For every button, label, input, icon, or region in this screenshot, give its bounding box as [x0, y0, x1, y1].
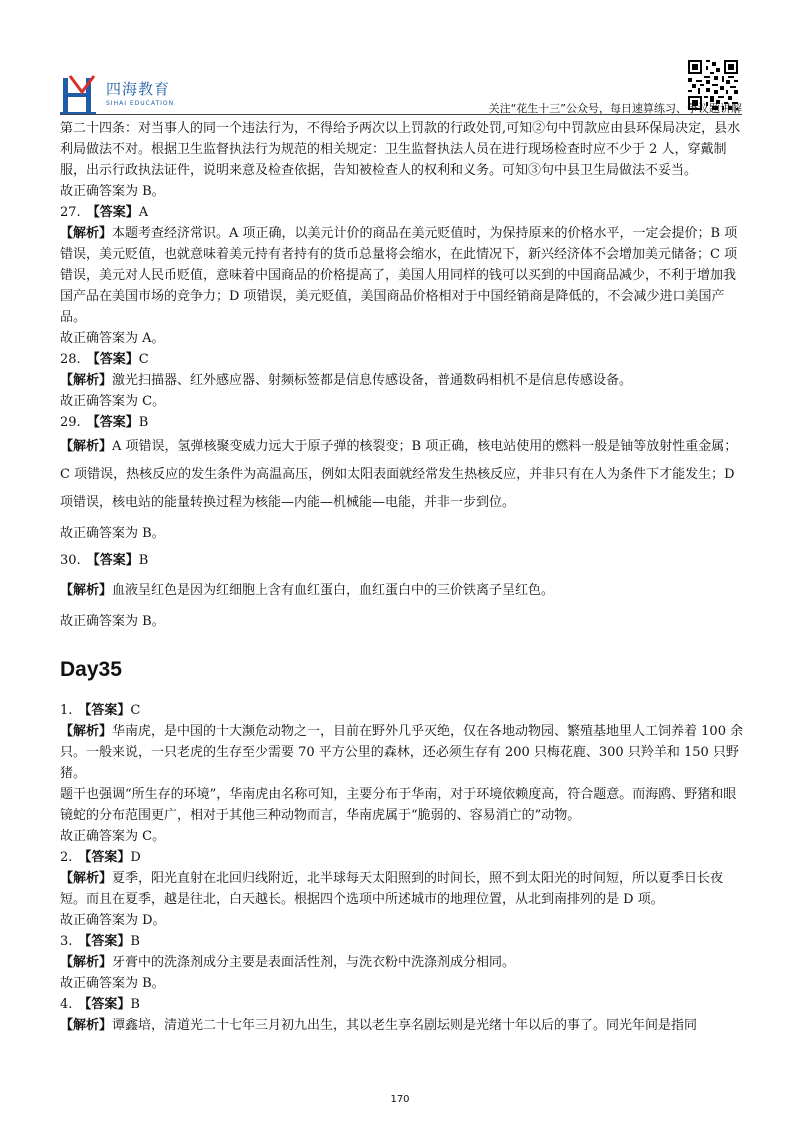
- analysis-paragraph: [60, 370, 744, 391]
- analysis-paragraph: [60, 1015, 744, 1036]
- answer-value: D: [130, 850, 141, 865]
- body-text: 故正确答案为 A。: [60, 331, 165, 346]
- body-text: 第二十四条：对当事人的同一个违法行为，不得给予两次以上罚款的行政处罚,可知②句中罚款应由县环保局决定，县水利局做法不对。根据卫生监督执法行为规范的相关规定：卫生监督执法人员在进行现场检查时应不少于 2 人，穿戴制服，出示行政执法证件，说明来意及检查依据，告知被检查人的权利和义务。可知③句中县卫生局做法不妥当。: [60, 121, 741, 178]
- answer-line: [60, 700, 744, 721]
- analysis-label: 【解析】: [60, 439, 113, 454]
- day-heading: Day35: [60, 658, 122, 681]
- analysis-label: 【解析】: [60, 871, 113, 886]
- page-content: [60, 118, 744, 1036]
- header-tagline: 关注“花生十三”公众号，每日速算练习、争议题讲解: [488, 102, 742, 115]
- analysis-label: 【解析】: [60, 583, 113, 598]
- analysis-label: 【解析】: [60, 373, 113, 388]
- question-number: 1.: [60, 703, 73, 718]
- body-text: 故正确答案为 D。: [60, 913, 166, 928]
- body-text: 故正确答案为 B。: [60, 976, 165, 991]
- answer-line: [60, 412, 744, 433]
- answer-line: [60, 994, 744, 1015]
- analysis-text: A 项错误，氢弹核聚变威力远大于原子弹的核裂变；B 项正确，核电站使用的燃料一般是铀等放射性重金属；C 项错误，热核反应的发生条件为高温高压，例如太阳表面就经常发生热核反应，并非只有在人为条件下才能发生；D 项错误，核电站的能量转换过程为核能—内能—机械能—电能，并非一步到位。: [60, 439, 738, 510]
- body-text: 故正确答案为 B。: [60, 614, 165, 629]
- answer-line: [60, 550, 744, 571]
- analysis-paragraph: [60, 577, 744, 605]
- answer-line: [60, 931, 744, 952]
- analysis-label: 【解析】: [60, 955, 113, 970]
- logo-mark-icon: [60, 72, 104, 116]
- answer-value: B: [130, 934, 140, 949]
- answer-value: B: [138, 553, 149, 568]
- answer-line: [60, 349, 744, 370]
- answer-value: B: [138, 415, 149, 430]
- answer-line: [60, 202, 744, 223]
- answer-value: C: [138, 352, 149, 367]
- answer-value: B: [130, 997, 140, 1012]
- header-divider: [60, 114, 742, 115]
- analysis-text: 牙膏中的洗涤剂成分主要是表面活性剂，与洗衣粉中洗涤剂成分相同。: [112, 955, 516, 970]
- analysis-text: 激光扫描器、红外感应器、射频标签都是信息传感设备，普通数码相机不是信息传感设备。: [112, 373, 633, 388]
- body-text: 故正确答案为 C。: [60, 829, 166, 844]
- analysis-paragraph: [60, 952, 744, 973]
- analysis-paragraph: [60, 721, 744, 784]
- answer-line: [60, 847, 744, 868]
- analysis-label: 【解析】: [60, 1018, 113, 1033]
- answer-label: 【答案】: [78, 703, 131, 718]
- section-q29-30: [60, 433, 744, 632]
- analysis-label: 【解析】: [60, 226, 113, 241]
- question-number: 3.: [60, 934, 73, 949]
- answer-label: 【答案】: [78, 997, 131, 1012]
- body-text: 故正确答案为 C。: [60, 394, 166, 409]
- body-text: 故正确答案为 B。: [60, 526, 165, 541]
- answer-label: 【答案】: [78, 934, 131, 949]
- analysis-paragraph: [60, 868, 744, 910]
- answer-label: 【答案】: [86, 415, 139, 430]
- analysis-label: 【解析】: [60, 724, 113, 739]
- answer-value: A: [138, 205, 149, 220]
- page-number: 170: [390, 1094, 410, 1105]
- answer-label: 【答案】: [86, 553, 139, 568]
- analysis-text: 血液呈红色是因为红细胞上含有血红蛋白，血红蛋白中的三价铁离子呈红色。: [112, 583, 555, 598]
- body-text: 故正确答案为 B。: [60, 184, 165, 199]
- answer-value: C: [130, 703, 141, 718]
- question-number: 30.: [60, 553, 81, 568]
- analysis-text: 夏季，阳光直射在北回归线附近，北半球每天太阳照到的时间长，照不到太阳光的时间短，所以夏季日长夜短。而且在夏季，越是往北，白天越长。根据四个选项中所述城市的地理位置，从北到南排列的是 D 项。: [60, 871, 724, 907]
- logo-text: 四海教育: [106, 80, 171, 98]
- body-text: 题干也强调“所生存的环境”，华南虎由名称可知，主要分布于华南，对于环境依赖度高，符合题意。而海鸥、野猪和眼镜蛇的分布范围更广，相对于其他三种动物而言，华南虎属于“脆弱的、容易消亡的”动物。: [60, 787, 737, 823]
- logo-subtext: SIHAI EDUCATION: [106, 100, 175, 107]
- question-number: 4.: [60, 997, 73, 1012]
- answer-label: 【答案】: [78, 850, 131, 865]
- answer-label: 【答案】: [86, 205, 139, 220]
- section-day35: [60, 700, 744, 1036]
- analysis-text: 华南虎，是中国的十大濒危动物之一，目前在野外几乎灭绝，仅在各地动物园、繁殖基地里人工饲养着 100 余只。一般来说，一只老虎的生存至少需要 70 平方公里的森林，还必须生存有 200 只梅花鹿、300 只羚羊和 150 只野猪。: [60, 724, 744, 781]
- analysis-text: 本题考查经济常识。A 项正确，以美元计价的商品在美元贬值时，为保持原来的价格水平，一定会提价；B 项错误，美元贬值，也就意味着美元持有者持有的货币总量将会缩水，在此情况下，新兴经济体不会增加美元储备；C 项错误，美元对人民币贬值，意味着中国商品的价格提高了，美国人用同样的钱可以买到的中国商品减少，不利于增加我国产品在美国市场的竞争力；D 项错误，美元贬值，美国商品价格相对于中国经销商是降低的，不会减少进口美国产品。: [60, 226, 738, 325]
- question-number: 29.: [60, 415, 81, 430]
- analysis-text: 谭鑫培，清道光二十七年三月初九出生，其以老生享名剧坛则是光绪十年以后的事了。同光年间是指同: [112, 1018, 698, 1033]
- question-number: 2.: [60, 850, 73, 865]
- analysis-paragraph: [60, 223, 744, 328]
- question-number: 27.: [60, 205, 81, 220]
- sihai-logo: [60, 72, 180, 116]
- answer-label: 【答案】: [86, 352, 139, 367]
- section-q24-29: [60, 118, 744, 433]
- page-header: [0, 0, 800, 132]
- analysis-paragraph: [60, 433, 744, 517]
- question-number: 28.: [60, 352, 81, 367]
